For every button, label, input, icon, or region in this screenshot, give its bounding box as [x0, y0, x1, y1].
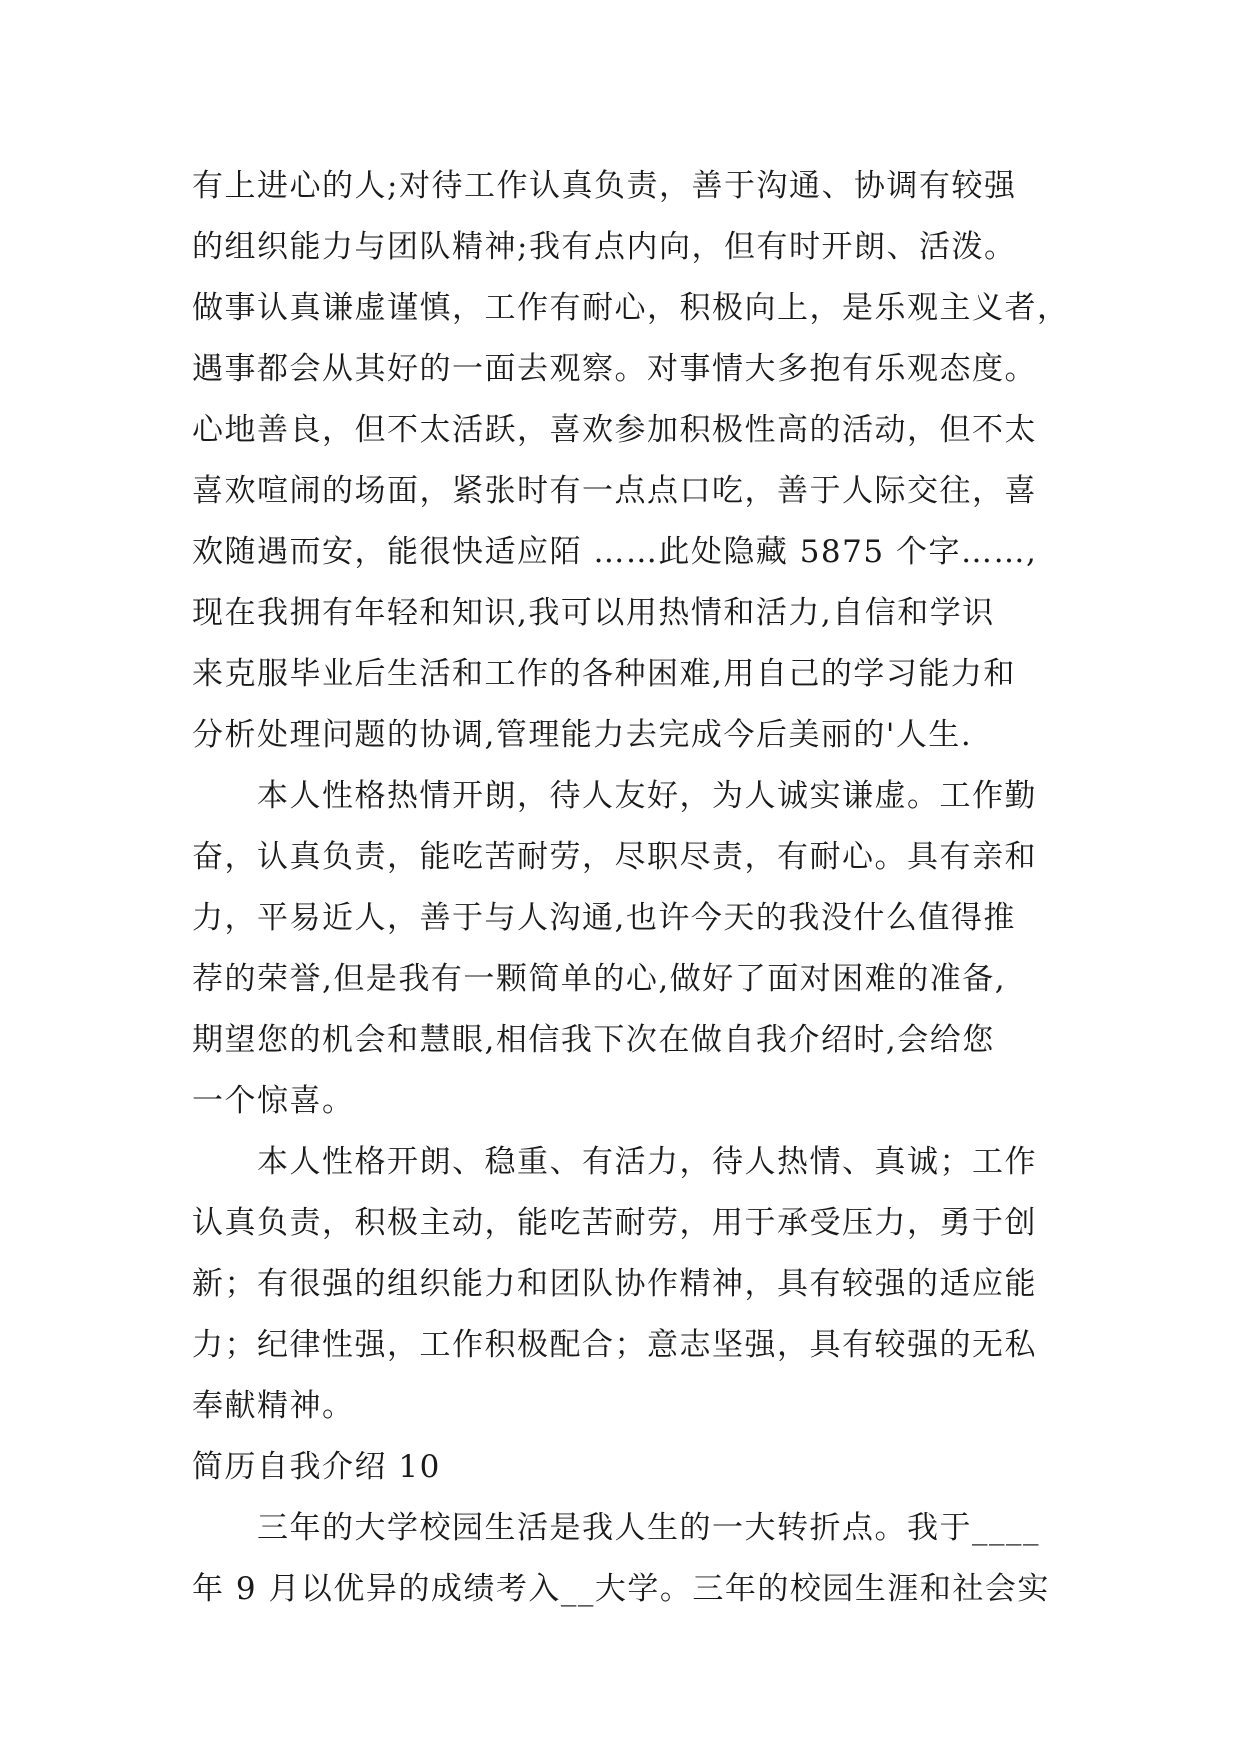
section-heading: 简历自我介绍 10 [192, 1449, 441, 1485]
text-line: 本人性格开朗、稳重、有活力，待人热情、真诚；工作 [257, 1144, 1037, 1180]
paragraph-personality-1 [192, 766, 1062, 1132]
paragraph-continued [192, 156, 1070, 766]
text-line: 来克服毕业后生活和工作的各种困难,用自己的学习能力和 [192, 656, 1016, 692]
text-line: 有上进心的人;对待工作认真负责，善于沟通、协调有较强 [192, 168, 1017, 204]
text-line: 三年的大学校园生活是我人生的一大转折点。我于____ [257, 1510, 1040, 1546]
text-line: 遇事都会从其好的一面去观察。对事情大多抱有乐观态度。 [192, 351, 1037, 387]
text-line: 认真负责，积极主动，能吃苦耐劳，用于承受压力，勇于创 [192, 1205, 1037, 1241]
text-line: 新；有很强的组织能力和团队协作精神，具有较强的适应能 [192, 1266, 1037, 1302]
text-line: 本人性格热情开朗，待人友好，为人诚实谦虚。工作勤 [257, 778, 1037, 814]
paragraph-personality-2 [192, 1132, 1062, 1437]
text-line: 做事认真谦虚谨慎，工作有耐心，积极向上，是乐观主义者， [192, 290, 1070, 326]
text-line: 荐的荣誉,但是我有一颗简单的心,做好了面对困难的准备, [192, 961, 1007, 997]
text-line: 奋，认真负责，能吃苦耐劳，尽职尽责，有耐心。具有亲和 [192, 839, 1037, 875]
text-line: 期望您的机会和慧眼,相信我下次在做自我介绍时,会给您 [192, 1022, 995, 1058]
text-line: 喜欢喧闹的场面，紧张时有一点点口吃，善于人际交往，喜 [192, 473, 1037, 509]
document-page [192, 156, 1070, 1620]
text-line: 的组织能力与团队精神;我有点内向，但有时开朗、活泼。 [192, 229, 1017, 265]
text-line: 力，平易近人，善于与人沟通,也许今天的我没什么值得推 [192, 900, 1016, 936]
text-line: 力；纪律性强，工作积极配合；意志坚强，具有较强的无私 [192, 1327, 1037, 1363]
text-line: 分析处理问题的协调,管理能力去完成今后美丽的'人生. [192, 717, 973, 753]
paragraph-university [192, 1498, 1062, 1620]
text-line: 一个惊喜。 [192, 1083, 355, 1119]
text-line: 年 9 月以优异的成绩考入__大学。三年的校园生涯和社会实 [192, 1571, 1050, 1607]
text-line: 欢随遇而安，能很快适应陌 ……此处隐藏 5875 个字……, [192, 534, 1038, 570]
text-line: 心地善良，但不太活跃，喜欢参加积极性高的活动，但不太 [192, 412, 1037, 448]
text-line: 奉献精神。 [192, 1388, 355, 1424]
text-line: 现在我拥有年轻和知识,我可以用热情和活力,自信和学识 [192, 595, 995, 631]
